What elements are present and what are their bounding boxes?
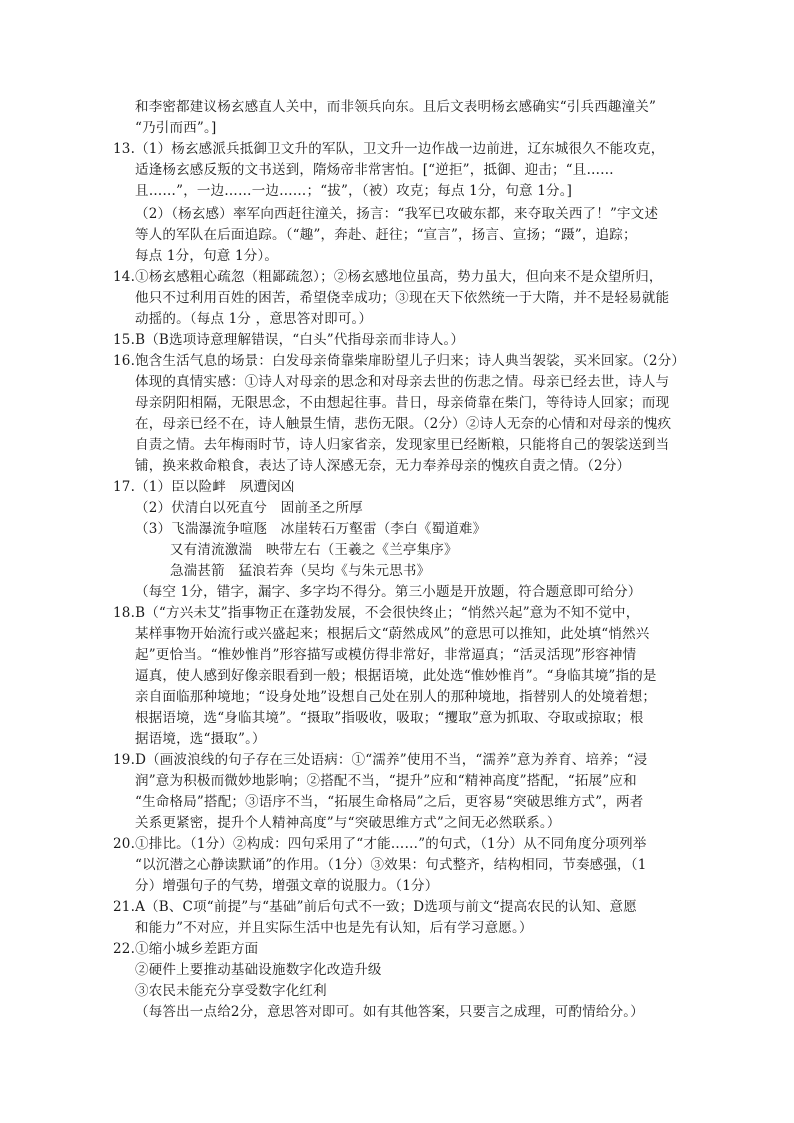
text-line: 17.（1）臣以险衅 夙遭闵凶 [113, 479, 295, 495]
text-line: ②硬件上要推动基础设施数字化改造升级 [135, 962, 382, 978]
text-line: 母亲阴阳相隔，无限思念，不由想起往事。昔日，母亲倚靠在柴门，等待诗人回家；而现 [135, 395, 670, 411]
text-line: （每答出一点给2分，意思答对即可。如有其他答案，只要言之成理，可酌情给分。） [135, 1004, 644, 1020]
text-line: （每空 1分，错字，漏字、多字均不得分。第三小题是开放题，符合题意即可给分） [135, 584, 642, 600]
text-line: 据语境，选“摄取”。） [135, 731, 266, 747]
text-line: 动摇的。（每点 1分 ，意思答对即可。） [135, 311, 373, 327]
text-line: 根据语境，选“身临其境”。“摄取”指吸收，吸取；“攫取”意为抓取、夺取或掠取；根 [135, 710, 644, 726]
text-line: 润”意为积极而微妙地影响；②搭配不当，“提升”应和“精神高度”搭配，“拓展”应和 [135, 773, 637, 789]
text-line: 和能力”不对应，并且实际生活中也是先有认知，后有学习意愿。） [135, 920, 533, 936]
text-line: 亲自面临那种境地；“设身处地”设想自己处在别人的那种境地，指替别人的处境着想； [135, 689, 657, 705]
text-line: ③农民未能充分享受数字化红利 [135, 983, 327, 999]
text-line: 14.①杨玄感粗心疏忽（粗鄙疏忽）；②杨玄感地位虽高，势力虽大，但向来不是众望所归， [113, 269, 663, 285]
text-line: （3）飞湍瀑流争喧豗 冰崖转石万壑雷（李白《蜀道难》 [135, 521, 487, 537]
text-line: 体现的真情实感：①诗人对母亲的思念和对母亲去世的伤悲之情。母亲已经去世，诗人与 [135, 374, 670, 390]
text-line: 19.D（画波浪线的句子存在三处语病：①“濡养”使用不当，“濡养”意为养育、培养；“浸 [113, 752, 648, 768]
text-line: 适逢杨玄感反叛的文书送到，隋炀帝非常害怕。[“逆拒”，抵御、迎击；“且…… [135, 162, 614, 178]
text-line: 他只不过利用百姓的困苦，希望侥幸成功；③现在天下依然统一于大隋，并不是轻易就能 [135, 290, 670, 306]
text-line: 18.B（“方兴未艾”指事物正在蓬勃发展，不会很快终止；“悄然兴起”意为不知不觉中， [113, 605, 640, 621]
text-line: 关系更紧密，提升个人精神高度”与“突破思维方式”之间无必然联系。） [135, 815, 561, 831]
text-line: 逼真，使人感到好像亲眼看到一般；根据语境，此处选“惟妙惟肖”。“身临其境”指的是 [135, 668, 657, 684]
text-line: 急湍甚箭 猛浪若奔（吴均《与朱元思书》 [170, 563, 431, 579]
text-line: 铺，换来救命粮食，表达了诗人深感无奈，无力奉养母亲的愧疚自责之情。（2分） [135, 458, 631, 474]
text-line: （2）（杨玄感）率军向西赶往潼关，扬言：“我军已攻破东都，来夺取关西了！”宇文述 [135, 206, 659, 222]
text-line: 22.①缩小城乡差距方面 [113, 941, 259, 957]
text-line: 等人的军队在后面追踪。（“趣”，奔赴、赶往；“宣言”，扬言、宣扬；“蹑”，追踪； [135, 227, 637, 243]
text-line: 起”更恰当。“惟妙惟肖”形容描写或模仿得非常好，非常逼真；“活灵活现”形容神情 [135, 647, 637, 663]
text-line: “乃引而西”。] [135, 120, 217, 136]
text-line: 分）增强句子的气势，增强文章的说服力。（1分） [135, 878, 439, 894]
text-line: （2）伏清白以死直兮 固前圣之所厚 [135, 500, 363, 516]
text-line: 20.①排比。（1分）②构成：四句采用了“才能……”的句式，（1分）从不同角度分项列举 [113, 836, 647, 852]
text-line: 15.B（B选项诗意理解错误，“白头”代指母亲而非诗人。） [113, 332, 465, 348]
text-line: 又有清流激湍 映带左右（王羲之《兰亭集序》 [170, 542, 458, 558]
text-line: 21.A（B、C项“前提”与“基础”前后句式不一致；D选项与前文“提高农民的认知、意愿 [113, 899, 637, 915]
text-line: 16.饱含生活气息的场景：白发母亲倚靠柴扉盼望儿子归来；诗人典当袈裟，买米回家。（2分） [113, 353, 686, 369]
text-line: 在，母亲已经不在，诗人触景生情，悲伤无限。（2分）②诗人无奈的心情和对母亲的愧疚 [135, 416, 672, 432]
text-line: “以沉潜之心静读默诵”的作用。（1分）③效果：句式整齐，结构相同，节奏感强，（1 [135, 857, 647, 873]
text-line: 每点 1分，句意 1分）。 [135, 248, 279, 264]
text-line: 某样事物开始流行或兴盛起来；根据后文“蔚然成风”的意思可以推知，此处填“悄然兴 [135, 626, 650, 642]
text-line: “生命格局”搭配；③语序不当，“拓展生命格局”之后，更容易“突破思维方式”，两者 [135, 794, 644, 810]
text-line: 自责之情。去年梅雨时节，诗人归家省亲，发现家里已经断粮，只能将自己的袈裟送到当 [135, 437, 670, 453]
text-line: 且……”，一边……一边……；“拔”，（被）攻克；每点 1分，句意 1分。] [135, 183, 573, 199]
text-line: 和李密都建议杨玄感直人关中，而非领兵向东。且后文表明杨玄感确实“引兵西趣潼关” [135, 99, 657, 115]
text-line: 13.（1）杨玄感派兵抵御卫文升的军队，卫文升一边作战一边前进，辽东城很久不能攻克， [113, 141, 665, 157]
